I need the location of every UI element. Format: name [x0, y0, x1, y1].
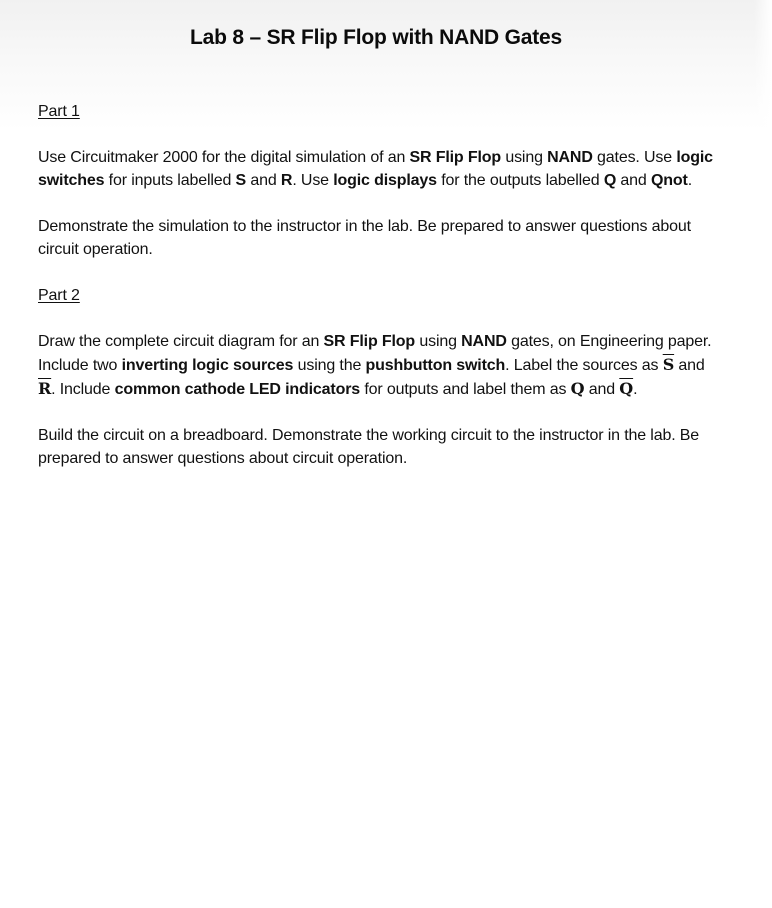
label-r: R — [280, 172, 293, 189]
term-sr-flip-flop: SR Flip Flop — [409, 149, 502, 166]
label-s-bar: $\overline{S}$ — [662, 355, 675, 374]
document-title: Lab 8 – SR Flip Flop with NAND Gates — [190, 26, 562, 49]
term-logic-switches: logic switches — [38, 149, 713, 189]
label-s: S — [235, 172, 247, 189]
part1-heading: Part 1 — [38, 103, 80, 120]
label-q-output: Q — [570, 379, 585, 398]
document-body — [38, 100, 726, 470]
part2-paragraph-1: Draw the complete circuit diagram for an SR Flip Flop using NAND gates, on Engineering paper. Include two inverting logic sources using the pushbutton switch. Label the sources as $\overline{S}$ and $\overline{R}$. Include common cathode LED indicators for outputs and label them as Q and $\overline{Q}$. — [38, 333, 712, 398]
part1-paragraph-1: Use Circuitmaker 2000 for the digital simulation of an SR Flip Flop using NAND gates. Use logic switches for inputs labelled S and R. Use logic displays for the outputs labelled Q and Qnot. — [38, 149, 713, 189]
term-sr-flip-flop-2: SR Flip Flop — [323, 333, 416, 350]
term-nand-2: NAND — [461, 333, 507, 350]
label-r-bar: $\overline{R}$ — [38, 379, 52, 398]
term-logic-displays: logic displays — [333, 172, 437, 189]
term-nand: NAND — [547, 149, 593, 166]
part1-paragraph-2: Demonstrate the simulation to the instructor in the lab. Be prepared to answer questions about circuit operation. — [38, 218, 691, 258]
part2-paragraph-2: Build the circuit on a breadboard. Demonstrate the working circuit to the instructor in the lab. Be prepared to answer questions about circuit operation. — [38, 427, 700, 467]
label-q-bar: $\overline{Q}$ — [619, 379, 634, 398]
part2-heading: Part 2 — [38, 287, 80, 304]
label-qnot: Qnot — [650, 172, 688, 189]
term-inverting-logic-sources: inverting logic sources — [121, 357, 294, 374]
term-common-cathode-led: common cathode LED indicators — [114, 381, 361, 398]
term-pushbutton-switch: pushbutton switch — [365, 357, 506, 374]
label-q: Q — [603, 172, 617, 189]
